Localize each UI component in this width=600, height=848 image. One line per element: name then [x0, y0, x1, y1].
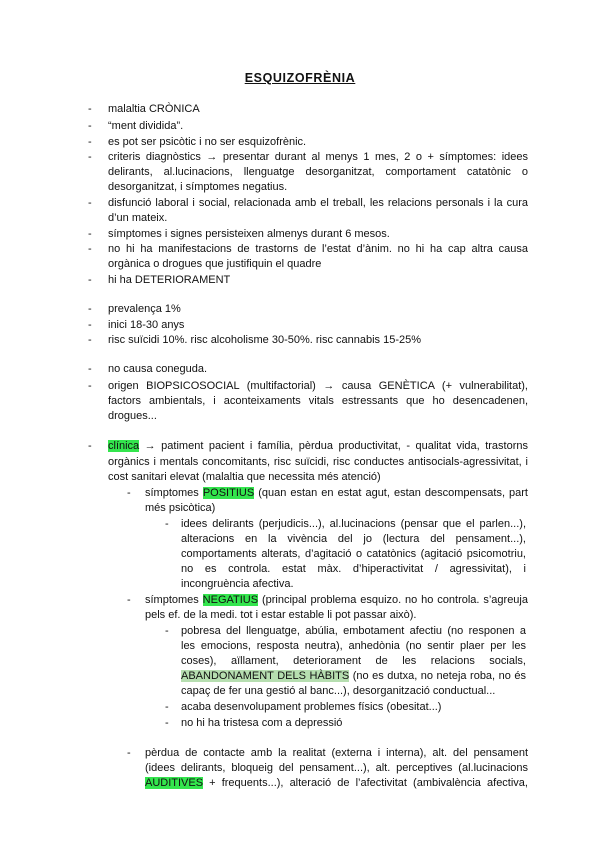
highlight: AUDITIVES	[145, 777, 204, 789]
bullet: -	[88, 103, 92, 115]
list-item-cont: desorganitzat, i símptomes negatius.	[108, 181, 288, 193]
bullet: -	[88, 319, 92, 331]
list-item-cont: factors ambientals, i aconteixaments vitals estressants que ho desencadenen,	[108, 395, 528, 407]
list-item-cont: més psicòtica)	[145, 502, 216, 514]
list-item: es pot ser psicòtic i no ser esquizofrènic.	[108, 136, 307, 148]
bullet: -	[127, 594, 131, 606]
list-item: símptomes POSITIUS (quan estan en estat agut, estan descompensats, part	[145, 487, 528, 499]
bullet: -	[165, 625, 169, 637]
list-item: acaba desenvolupament problemes físics (obesitat...)	[181, 701, 442, 713]
list-item: disfunció laboral i social, relacionada amb el treball, les relacions personals i la cura	[108, 197, 528, 209]
list-item-cont: AUDITIVES + frequents...), alteració de l’afectivitat (ambivalència afectiva,	[145, 777, 528, 789]
list-item-cont: orgànics i mentals concomitants, risc suïcidi, risc conductes antisocials-agressivitat, i	[108, 456, 528, 468]
bullet: -	[88, 197, 92, 209]
list-item: clínica → patiment pacient i família, pèrdua productivitat, - qualitat vida, trastorns	[108, 440, 528, 452]
list-item-cont: incongruència afectiva.	[181, 578, 294, 590]
bullet: -	[88, 151, 92, 163]
list-item-cont: ABANDONAMENT DELS HÀBITS (no es dutxa, no neteja roba, no és	[181, 670, 527, 682]
list-item: inici 18-30 anys	[108, 319, 185, 331]
list-item-cont: (idees delirants, bloqueig del pensament...), alt. perceptives (al.lucinacions	[145, 762, 528, 774]
bullet: -	[165, 717, 169, 729]
bullet: -	[88, 228, 92, 240]
bullet: -	[88, 136, 92, 148]
list-item-cont: orgànica o drogues que justifiquin el quadre	[108, 258, 322, 270]
bullet: -	[88, 243, 92, 255]
bullet: -	[127, 747, 131, 759]
list-item-cont: no es controla. estat màx. d’hiperactivitat / agressivitat), i	[181, 563, 526, 575]
bullet: -	[88, 120, 92, 132]
list-item-cont: coses), aïllament, deteriorament de les relacions socials,	[181, 655, 526, 667]
list-item: origen BIOPSICOSOCIAL (multifactorial) → causa GENÈTICA (+ vulnerabilitat),	[108, 380, 528, 392]
list-item-cont: alteracions en la vivència del jo (lectura del pensament...),	[181, 533, 526, 545]
bullet: -	[88, 363, 92, 375]
list-item: pobresa del llenguatge, abúlia, embotament afectiu (no responen a	[181, 625, 526, 637]
bullet: -	[88, 303, 92, 315]
list-item: “ment dividida”.	[108, 120, 184, 132]
bullet: -	[88, 274, 92, 286]
list-item: símptomes NEGATIUS (principal problema esquizo. no ho controla. s’agreuja	[145, 594, 528, 606]
list-item: risc suïcidi 10%. risc alcoholisme 30-50%. risc cannabis 15-25%	[108, 334, 422, 346]
bullet: -	[165, 701, 169, 713]
list-item: criteris diagnòstics → presentar durant al menys 1 mes, 2 o + símptomes: idees	[108, 151, 528, 163]
list-item-cont: les emocions, resposta neutra), anhedònia (no sentir plaer per les	[181, 640, 526, 652]
list-item: pèrdua de contacte amb la realitat (externa i interna), alt. del pensament	[145, 747, 528, 759]
list-item: no hi ha manifestacions de trastorns de l’estat d’ànim. no hi ha cap altra causa	[108, 243, 528, 255]
list-item-cont: comportaments alterats, d’agitació o catatònics (agitació psicomotriu,	[181, 548, 526, 560]
highlight: POSITIUS	[202, 487, 255, 499]
list-item-cont: d’un mateix.	[108, 212, 168, 224]
list-item-cont: capaç de fer una gestió al banc...), desorganització conductual...	[181, 685, 496, 697]
list-item-cont: cost sanitari elevat (malaltia que necessita més atenció)	[108, 471, 381, 483]
list-item: no causa coneguda.	[108, 363, 208, 375]
list-item: malaltia CRÒNICA	[108, 103, 200, 115]
list-item: símptomes i signes persisteixen almenys durant 6 mesos.	[108, 228, 390, 240]
bullet: -	[88, 380, 92, 392]
highlight: clínica	[108, 440, 140, 452]
bullet: -	[165, 518, 169, 530]
list-item-cont: delirants, al.lucinacions, llenguatge desorganitzat, comportament catatònic o	[108, 166, 528, 178]
highlight: NEGATIUS	[202, 594, 259, 606]
list-item-cont: drogues...	[108, 410, 157, 422]
list-item: idees delirants (perjudicis...), al.lucinacions (pensar que el parlen...),	[181, 518, 526, 530]
list-item: hi ha DETERIORAMENT	[108, 274, 231, 286]
page-title: ESQUIZOFRÈNIA	[244, 71, 356, 85]
highlight: ABANDONAMENT DELS HÀBITS	[181, 670, 350, 682]
list-item: no hi ha tristesa com a depressió	[181, 717, 343, 729]
bullet: -	[88, 440, 92, 452]
list-item-cont: pels ef. de la medi. tot i estar estable li pot passar això).	[145, 609, 417, 621]
list-item: prevalença 1%	[108, 303, 181, 315]
bullet: -	[88, 334, 92, 346]
bullet: -	[127, 487, 131, 499]
